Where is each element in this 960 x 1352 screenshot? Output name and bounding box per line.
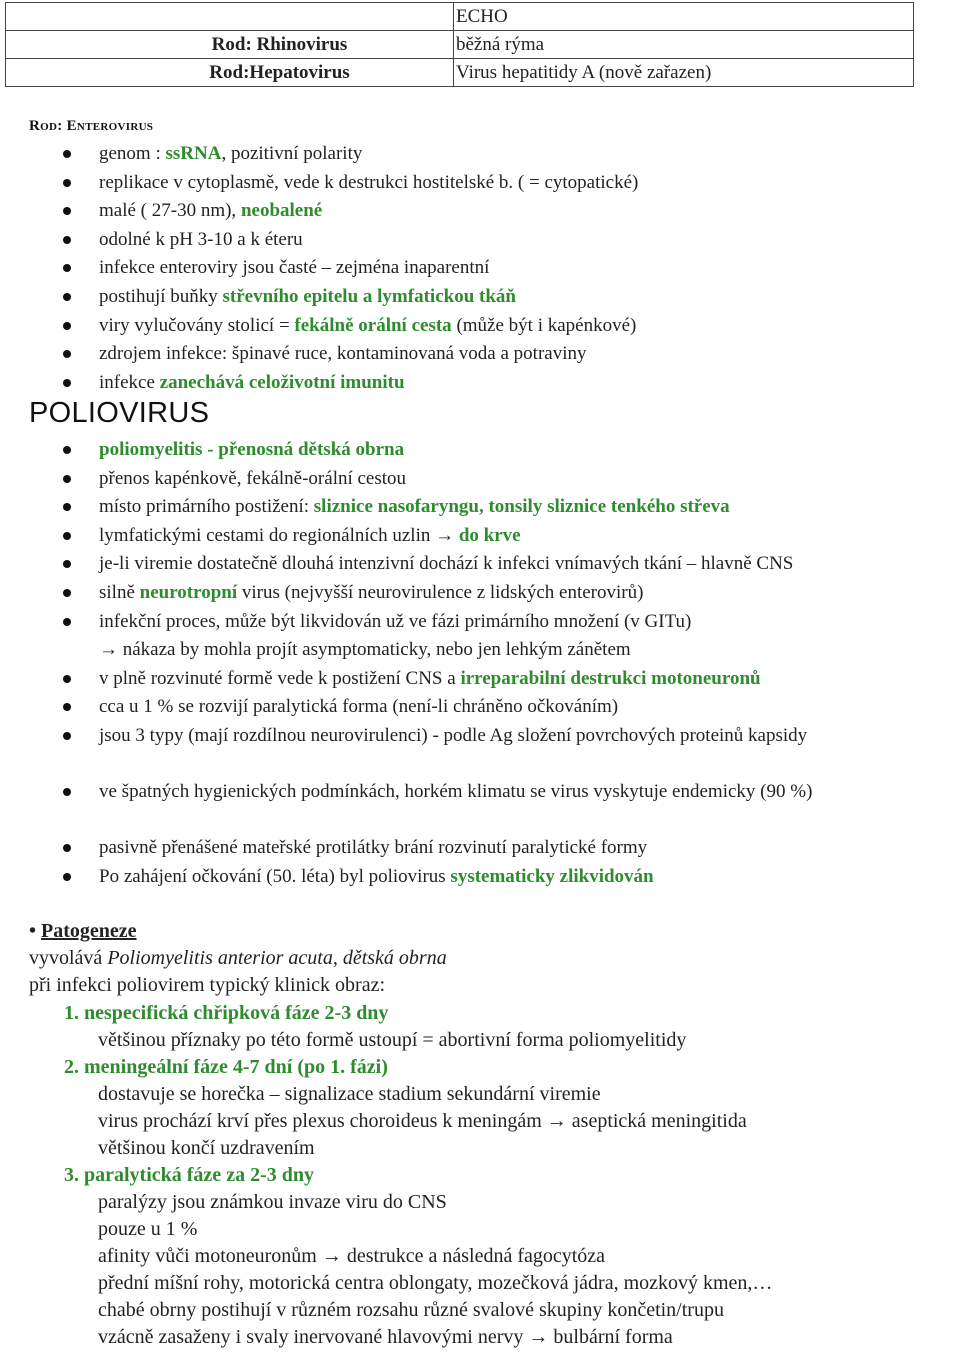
table-cell: běžná rýma bbox=[454, 31, 914, 59]
phase-line: většinou příznaky po této formě ustoupí = abortivní forma poliomyelitidy bbox=[98, 1029, 687, 1051]
table-cell: Rod:Hepatovirus bbox=[6, 59, 454, 87]
text: místo primárního postižení: bbox=[99, 496, 314, 518]
paragraph: při infekci poliovirem typický klinick obraz: bbox=[29, 974, 386, 996]
table-cell: ECHO bbox=[454, 3, 914, 31]
table-cell: Virus hepatitidy A (nově zařazen) bbox=[454, 59, 914, 87]
phase-title: 2. meningeální fáze 4-7 dní (po 1. fázi) bbox=[64, 1056, 388, 1078]
list-item bbox=[0, 863, 929, 892]
highlighted-text: zanechává celoživotní imunitu bbox=[159, 371, 405, 393]
list-item bbox=[0, 550, 929, 579]
list-item bbox=[0, 665, 929, 694]
phase-line: paralýzy jsou známkou invaze viru do CNS bbox=[98, 1191, 447, 1213]
list-item bbox=[0, 693, 929, 722]
phase-title: 3. paralytická fáze za 2-3 dny bbox=[64, 1164, 314, 1186]
list-item bbox=[0, 140, 638, 169]
list-item bbox=[0, 312, 638, 341]
patogeneze-section bbox=[29, 918, 447, 999]
text: , pozitivní polarity bbox=[221, 143, 363, 164]
text: ve špatných hygienických podmínkách, horkém klimatu se virus vyskytuje endemicky (90 %) bbox=[99, 780, 813, 802]
list-item bbox=[0, 226, 638, 255]
phase-line: afinity vůči motoneuronům → destrukce a následná fagocytóza bbox=[98, 1245, 606, 1267]
table-row bbox=[6, 3, 914, 31]
text: lymfatickými cestami do regionálních uzlin → bbox=[99, 524, 459, 546]
text: infekční proces, může být likvidován už ve fázi primárního množení (v GITu) bbox=[99, 610, 692, 632]
list-item bbox=[0, 834, 929, 863]
phase-line: dostavuje se horečka – signalizace stadium sekundární viremie bbox=[98, 1083, 601, 1105]
list-item bbox=[0, 522, 929, 551]
text: malé ( 27-30 nm), bbox=[99, 200, 241, 222]
highlighted-text: neobalené bbox=[240, 200, 323, 222]
bullet: • bbox=[29, 920, 37, 942]
section-heading-poliovirus: POLIOVIRUS bbox=[29, 397, 210, 429]
list-item bbox=[0, 608, 929, 637]
list-item bbox=[0, 465, 929, 494]
phase-line: pouze u 1 % bbox=[98, 1218, 198, 1240]
highlighted-text: irreparabilní destrukci motoneuronů bbox=[460, 667, 761, 689]
highlighted-text: sliznice nasofaryngu, tonsily sliznice tenkého střeva bbox=[313, 496, 730, 518]
text: přenos kapénkově, fekálně-orální cestou bbox=[99, 467, 407, 489]
virus-table bbox=[5, 2, 914, 87]
highlighted-text: systematicky zlikvidován bbox=[450, 865, 654, 887]
text: je-li viremie dostatečně dlouhá intenzivní dochází k infekci vnímavých tkání – hlavně CNS bbox=[99, 553, 794, 575]
text: genom : bbox=[99, 143, 166, 164]
text: Po zahájení očkování (50. léta) byl poliovirus bbox=[99, 865, 451, 887]
table-row bbox=[6, 59, 914, 87]
text: silně bbox=[99, 581, 140, 603]
list-item bbox=[0, 436, 929, 465]
list-item bbox=[0, 340, 638, 369]
table-row bbox=[6, 31, 914, 59]
text: virus (nejvyšší neurovirulence z lidských enterovirů) bbox=[237, 581, 644, 603]
text: infekce bbox=[99, 371, 160, 393]
text: → nákaza by mohla projít asymptomaticky, nebo jen lehkým zánětem bbox=[99, 639, 631, 661]
text: postihují buňky bbox=[99, 285, 223, 307]
highlighted-text: neurotropní bbox=[139, 581, 238, 603]
text: replikace v cytoplasmě, vede k destrukci hostitelské b. ( = cytopatické) bbox=[99, 171, 639, 193]
table-cell: Rod: Rhinovirus bbox=[6, 31, 454, 59]
text: jsou 3 typy (mají rozdílnou neurovirulenci) - podle Ag složení povrchových proteinů kapsidy bbox=[99, 724, 808, 746]
list-item bbox=[0, 636, 929, 665]
table-cell bbox=[6, 3, 454, 31]
enterovirus-list bbox=[0, 140, 638, 397]
list-item bbox=[0, 369, 638, 398]
highlighted-text: fekálně orální cesta bbox=[294, 314, 452, 336]
text: infekce enteroviry jsou časté – zejména inaparentní bbox=[99, 257, 490, 279]
text: zdrojem infekce: špinavé ruce, kontaminovaná voda a potraviny bbox=[99, 343, 587, 365]
text: (může být i kapénkové) bbox=[451, 314, 637, 336]
phase-title: 1. nespecifická chřipková fáze 2-3 dny bbox=[64, 1002, 389, 1024]
list-item bbox=[0, 778, 929, 834]
phase-line: většinou končí uzdravením bbox=[98, 1137, 315, 1159]
list-item bbox=[0, 197, 638, 226]
list-item bbox=[0, 579, 929, 608]
highlighted-text: poliomyelitis - přenosná dětská obrna bbox=[99, 439, 405, 460]
section-heading-enterovirus: Rod: Enterovirus bbox=[29, 118, 154, 134]
phase-line: vzácně zasaženy i svaly inervované hlavovými nervy → bulbární forma bbox=[98, 1326, 673, 1348]
highlighted-text: do krve bbox=[458, 524, 521, 546]
patogeneze-heading: Patogeneze bbox=[41, 920, 137, 942]
list-item bbox=[0, 493, 929, 522]
list-item bbox=[0, 283, 638, 312]
list-item bbox=[0, 254, 638, 283]
highlighted-text: ssRNA bbox=[165, 143, 222, 164]
text: cca u 1 % se rozvijí paralytická forma (není-li chráněno očkováním) bbox=[99, 696, 619, 718]
phase-line: přední míšní rohy, motorická centra oblongaty, mozečková jádra, mozkový kmen,… bbox=[98, 1272, 773, 1294]
phase-line: virus prochází krví přes plexus choroideus k meningám → aseptická meningitida bbox=[98, 1110, 747, 1132]
text: pasivně přenášené mateřské protilátky brání rozvinutí paralytické formy bbox=[99, 836, 648, 858]
text: v plně rozvinuté formě vede k postižení CNS a bbox=[99, 667, 461, 689]
phase-line: chabé obrny postihují v různém rozsahu různé svalové skupiny končetin/trupu bbox=[98, 1299, 724, 1321]
text: viry vylučovány stolicí = bbox=[99, 314, 295, 336]
text: odolné k pH 3-10 a k éteru bbox=[99, 228, 303, 250]
list-item bbox=[0, 169, 638, 198]
list-item bbox=[0, 722, 929, 778]
paragraph: vyvolává Poliomyelitis anterior acuta, dětská obrna bbox=[29, 947, 447, 969]
highlighted-text: střevního epitelu a lymfatickou tkáň bbox=[222, 285, 516, 307]
poliovirus-list bbox=[0, 436, 929, 891]
